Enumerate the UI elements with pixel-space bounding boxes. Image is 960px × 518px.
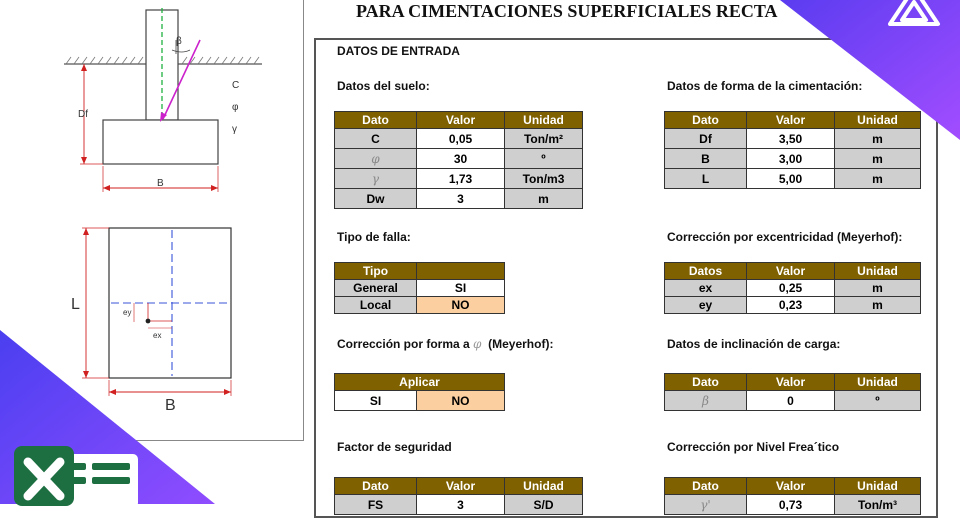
phi-symbol: φ [473,337,482,351]
failure-type-table [334,262,505,314]
column-header: Unidad [835,112,921,129]
table-cell[interactable]: C [335,129,417,149]
column-header: Valor [747,112,835,129]
shape-data-title: Datos de forma de la cimentación: [667,79,863,93]
table-cell[interactable]: m [835,169,921,189]
column-header: Unidad [835,478,921,495]
table-cell[interactable]: 1,73 [417,169,505,189]
table-cell[interactable]: 30 [417,149,505,169]
water-table-table [664,477,921,515]
table-cell[interactable]: SI [335,391,417,411]
column-header: Aplicar [335,374,505,391]
table-cell[interactable]: 0,25 [747,280,835,297]
table-cell[interactable]: ey [665,297,747,314]
table-cell[interactable]: Local [335,297,417,314]
table-cell[interactable]: NO [417,391,505,411]
table-cell[interactable]: FS [335,495,417,515]
column-header: Unidad [505,112,583,129]
table-row [335,149,583,169]
table-cell[interactable]: 5,00 [747,169,835,189]
table-cell[interactable]: B [665,149,747,169]
table-cell[interactable]: L [665,169,747,189]
table-cell[interactable]: 3 [417,189,505,209]
table-cell[interactable]: β [665,391,747,411]
table-cell[interactable]: m [835,129,921,149]
table-row [665,391,921,411]
column-header: Tipo [335,263,417,280]
soil-data-title: Datos del suelo: [337,79,430,93]
top-right-logo-corner [780,0,960,140]
column-header: Valor [417,112,505,129]
table-cell[interactable]: º [835,391,921,411]
column-header: Valor [747,374,835,391]
table-cell[interactable]: Dw [335,189,417,209]
table-cell[interactable]: 0,05 [417,129,505,149]
column-header: Valor [747,478,835,495]
phi-label: φ [232,102,239,113]
l-label: L [71,296,80,313]
table-cell[interactable]: 0,73 [747,495,835,515]
df-label: Df [78,109,88,120]
shape-correction-table [334,373,505,411]
page-title: PARA CIMENTACIONES SUPERFICIALES RECTA [356,1,778,21]
failure-type-title: Tipo de falla: [337,230,411,244]
table-row [335,391,505,411]
b-label: B [157,178,164,189]
column-header: Valor [417,478,505,495]
table-row [665,495,921,515]
column-header: Dato [665,112,747,129]
shape-correction-title [337,337,553,351]
column-header: Dato [665,478,747,495]
column-header: Dato [335,478,417,495]
table-cell[interactable]: 0,23 [747,297,835,314]
table-row [665,149,921,169]
table-cell[interactable]: m [835,280,921,297]
table-cell[interactable]: Ton/m3 [505,169,583,189]
column-header: Unidad [835,263,921,280]
table-row [335,280,505,297]
table-cell[interactable]: 3 [417,495,505,515]
table-row [665,169,921,189]
table-cell[interactable]: Ton/m³ [835,495,921,515]
table-cell[interactable]: 0 [747,391,835,411]
ex-label: ex [153,331,162,340]
eccentricity-title: Corrección por excentricidad (Meyerhof): [667,230,903,244]
c-label: C [232,80,240,91]
table-cell[interactable]: m [835,297,921,314]
table-cell[interactable]: m [505,189,583,209]
table-cell[interactable]: ex [665,280,747,297]
table-row [335,129,583,149]
eccentricity-table [664,262,921,314]
table-cell[interactable]: 3,50 [747,129,835,149]
column-header: Dato [335,112,417,129]
sheet-heading: DATOS DE ENTRADA [337,44,460,58]
safety-factor-table [334,477,583,515]
table-cell[interactable]: S/D [505,495,583,515]
safety-factor-title: Factor de seguridad [337,440,452,454]
table-cell[interactable]: NO [417,297,505,314]
column-header: Datos [665,263,747,280]
table-row [335,495,583,515]
table-cell[interactable]: SI [417,280,505,297]
table-cell[interactable]: General [335,280,417,297]
table-row [665,280,921,297]
column-header: Valor [747,263,835,280]
table-row [335,297,505,314]
table-cell[interactable]: Df [665,129,747,149]
table-cell[interactable]: 3,00 [747,149,835,169]
column-header: Dato [665,374,747,391]
table-row [335,189,583,209]
table-cell[interactable]: φ [335,149,417,169]
beta-label: β [176,36,182,47]
table-cell[interactable]: γ' [665,495,747,515]
column-header: Unidad [505,478,583,495]
table-row [665,297,921,314]
water-table-title: Corrección por Nivel Frea´tico [667,440,840,454]
column-header: Unidad [835,374,921,391]
shape-correction-title-b: (Meyerhof): [488,337,554,351]
excel-icon [14,446,138,508]
shape-correction-title-a: Corrección por forma a [337,337,470,351]
gamma-label: γ [232,124,237,135]
ey-label: ey [123,308,132,317]
table-cell[interactable]: º [505,149,583,169]
inclination-table [664,373,921,411]
soil-data-table [334,111,583,209]
table-row [335,169,583,189]
bottom-left-excel-corner [0,330,215,504]
table-cell[interactable]: m [835,149,921,169]
table-cell[interactable]: Ton/m² [505,129,583,149]
b-plan-label: B [165,397,176,414]
column-header [417,263,505,280]
table-cell[interactable]: γ [335,169,417,189]
inclination-title: Datos de inclinación de carga: [667,337,841,351]
